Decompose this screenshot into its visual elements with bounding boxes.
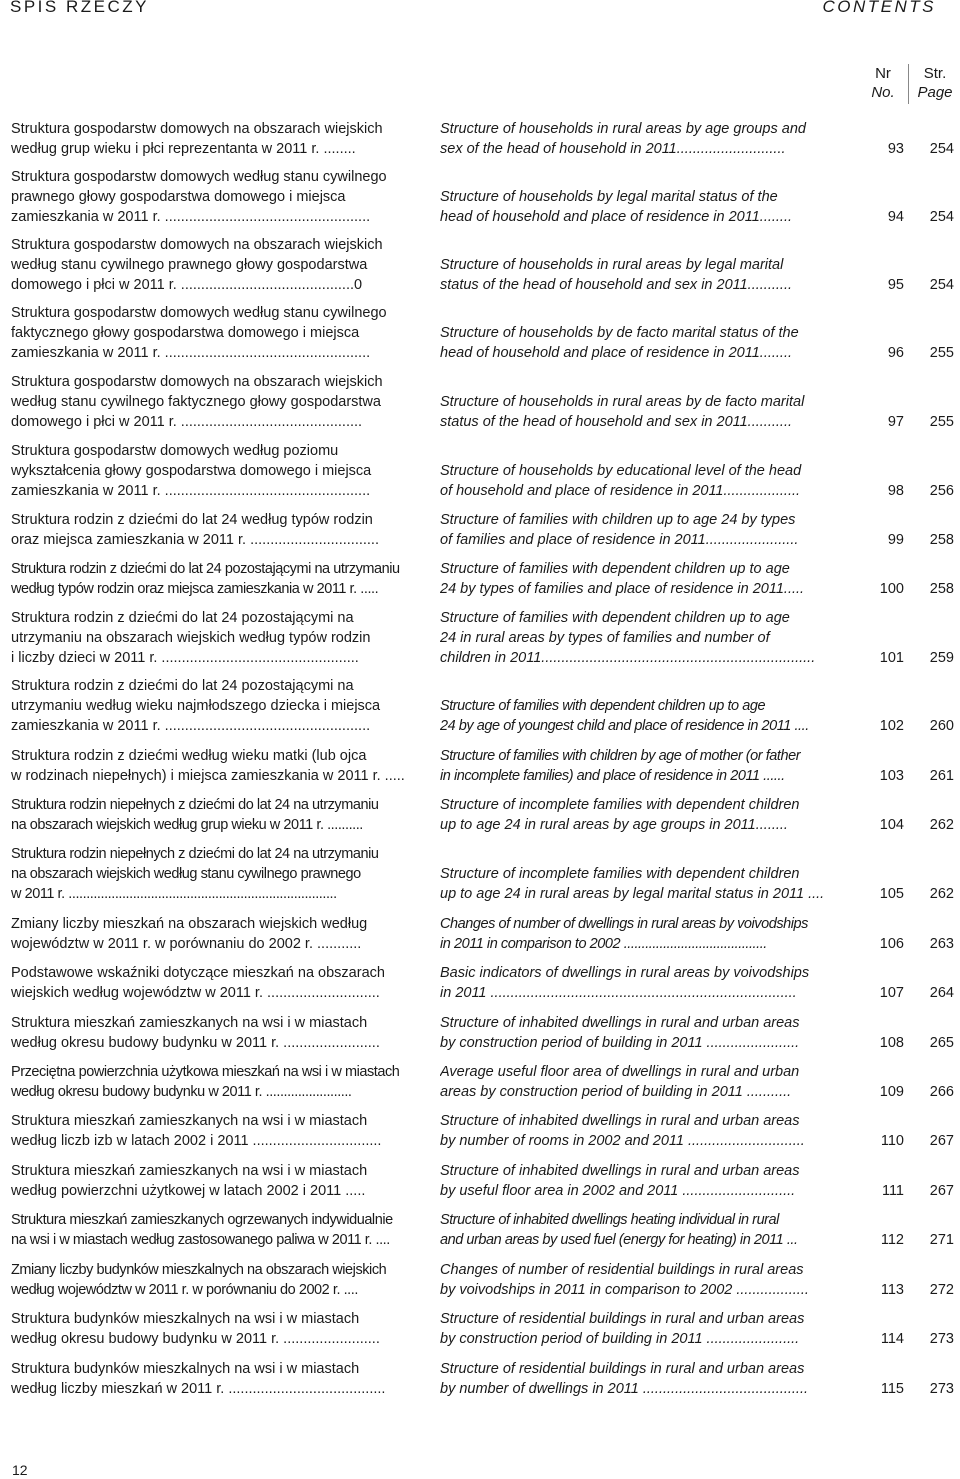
entry-title-pl-line: Struktura rodzin z dziećmi według wieku matki (lub ojca [11, 748, 367, 765]
entry-title-pl-line: zamieszkania w 2011 r. ................................................... [11, 482, 371, 499]
entry-title-en-line: Structure of households in rural areas by age groups and [440, 121, 806, 138]
entry-title-en-line: status of the head of household and sex in 2011........... [440, 413, 793, 430]
entry-page-number: 266 [929, 1084, 954, 1100]
entry-title-pl [11, 168, 416, 227]
entry-title-pl-line: zamieszkania w 2011 r. ................................................... [11, 344, 371, 361]
entry-table-number: 112 [880, 1232, 904, 1248]
entry-title-en-line: and urban areas by used fuel (energy for heating) in 2011 ... [440, 1231, 798, 1248]
entry-title-pl [11, 120, 416, 160]
entry-table-number: 104 [879, 817, 904, 833]
entry-table-number: 100 [879, 581, 904, 597]
entry-title-en-line: areas by construction period of building in 2011 ........... [440, 1083, 792, 1100]
entry-title-pl-line: Struktura gospodarstw domowych według poziomu [11, 443, 339, 460]
entry-title-en [440, 1310, 840, 1350]
entry-table-number: 113 [880, 1282, 904, 1298]
entry-title-en-line: Structure of households in rural areas by legal marital [440, 257, 784, 274]
entry-title-pl-line: Zmiany liczby budynków mieszkalnych na obszarach wiejskich [11, 1262, 387, 1279]
entry-title-en-line: Changes of number of dwellings in rural areas by voivodships [440, 916, 808, 933]
entry-title-en [440, 462, 840, 502]
entry-title-pl [11, 511, 416, 551]
entry-title-pl [11, 915, 416, 955]
entry-title-pl-line: według okresu budowy budynku w 2011 r. ........................ [11, 1034, 380, 1051]
entry-title-pl-line: według stanu cywilnego faktycznego głowy gospodarstwa [11, 394, 381, 411]
entry-table-number: 98 [887, 483, 904, 499]
entry-page-number: 265 [929, 1035, 954, 1051]
entry-title-en [440, 120, 840, 160]
entry-table-number: 97 [887, 414, 904, 430]
entry-page-number: 254 [929, 209, 954, 225]
entry-page-number: 255 [929, 345, 954, 361]
entry-table-number: 109 [879, 1084, 904, 1100]
entry-table-number: 101 [879, 650, 904, 666]
entry-title-en-line: Structure of households by de facto marital status of the [440, 325, 799, 342]
entry-title-pl-line: zamieszkania w 2011 r. ................................................... [11, 208, 371, 225]
entry-page-number: 254 [929, 141, 954, 157]
entry-title-pl-line: według liczb izb w latach 2002 i 2011 ................................ [11, 1132, 382, 1149]
column-header-nr-pl: Nr [875, 65, 891, 82]
entry-title-en [440, 560, 840, 600]
entry-title-en [440, 1112, 840, 1152]
entry-title-pl-line: Zmiany liczby mieszkań na obszarach wiejskich według [11, 916, 368, 933]
entry-title-en-line: Structure of residential buildings in rural and urban areas [440, 1311, 805, 1328]
entry-page-number: 262 [929, 817, 954, 833]
entry-table-number: 96 [887, 345, 904, 361]
entry-title-en-line: Average useful floor area of dwellings in rural and urban [440, 1064, 800, 1081]
entry-title-pl [11, 845, 416, 904]
entry-title-en-line: Structure of families with dependent children up to age [440, 698, 766, 715]
entry-title-pl-line: utrzymaniu według wieku najmłodszego dziecka i miejsca [11, 698, 381, 715]
entry-page-number: 267 [929, 1183, 954, 1199]
entry-title-en [440, 1014, 840, 1054]
entry-title-pl [11, 1360, 416, 1400]
entry-title-pl-line: na obszarach wiejskich według grup wieku w 2011 r. .......... [11, 816, 363, 833]
entry-table-number: 105 [879, 886, 904, 902]
entry-table-number: 102 [879, 718, 904, 734]
entry-title-pl-line: Struktura gospodarstw domowych według stanu cywilnego [11, 305, 387, 322]
entry-title-en-line: up to age 24 in rural areas by age groups in 2011........ [440, 816, 788, 833]
entry-table-number: 114 [880, 1331, 904, 1347]
entry-title-pl-line: Struktura rodzin z dziećmi do lat 24 według typów rodzin [11, 512, 373, 529]
entry-title-en-line: Structure of families with dependent children up to age [440, 561, 790, 578]
entry-title-en [440, 796, 840, 836]
entry-title-pl-line: faktycznego głowy gospodarstwa domowego i miejsca [11, 325, 360, 342]
entry-title-pl-line: i liczby dzieci w 2011 r. ................................................. [11, 649, 359, 666]
entry-title-pl-line: według województw w 2011 r. w porównaniu do 2002 r. .... [11, 1281, 358, 1298]
entry-title-en-line: 24 by types of families and place of residence in 2011..... [440, 580, 805, 597]
entry-title-en [440, 324, 840, 364]
entry-title-pl [11, 1162, 416, 1202]
entry-title-en-line: Structure of families with children up to age 24 by types [440, 512, 796, 529]
entry-title-pl-line: Struktura rodzin z dziećmi do lat 24 pozostającymi na [11, 678, 354, 695]
entry-title-en-line: Structure of families with children by age of mother (or father [440, 748, 801, 765]
entry-title-pl-line: w rodzinach niepełnych) i miejsca zamieszkania w 2011 r. ..... [11, 767, 405, 784]
entry-title-pl-line: Struktura gospodarstw domowych według stanu cywilnego [11, 169, 387, 186]
entry-title-pl-line: oraz miejsca zamieszkania w 2011 r. ................................ [11, 531, 379, 548]
entry-table-number: 106 [879, 936, 904, 952]
entry-title-en-line: 24 by age of youngest child and place of residence in 2011 .... [440, 717, 809, 734]
entry-table-number: 103 [879, 768, 904, 784]
entry-title-en-line: by number of rooms in 2002 and 2011 ............................. [440, 1132, 805, 1149]
entry-table-number: 93 [887, 141, 904, 157]
entry-title-pl-line: według typów rodzin oraz miejsca zamieszkania w 2011 r. ..... [11, 580, 379, 597]
entry-title-en-line: Structure of inhabited dwellings in rural and urban areas [440, 1113, 800, 1130]
entry-page-number: 271 [929, 1232, 954, 1248]
entry-title-en-line: Structure of families with dependent children up to age [440, 610, 790, 627]
entry-title-en-line: by number of dwellings in 2011 ......................................... [440, 1380, 809, 1397]
entry-title-pl-line: na obszarach wiejskich według stanu cywilnego prawnego [11, 866, 361, 883]
entry-title-en-line: Structure of residential buildings in rural and urban areas [440, 1361, 805, 1378]
entry-title-en-line: Changes of number of residential buildings in rural areas [440, 1262, 804, 1279]
entry-title-pl [11, 1310, 416, 1350]
entry-title-pl-line: domowego i płci w 2011 r. ...........................................0 [11, 276, 363, 293]
entry-title-en-line: by construction period of building in 2011 ....................... [440, 1330, 800, 1347]
entry-title-pl-line: Struktura budynków mieszkalnych na wsi i w miastach [11, 1311, 360, 1328]
entry-title-en-line: by voivodships in 2011 in comparison to 2002 .................. [440, 1281, 809, 1298]
entry-title-pl-line: według grup wieku i płci reprezentanta w 2011 r. ........ [11, 140, 356, 157]
entry-page-number: 273 [929, 1331, 954, 1347]
entry-title-en [440, 1261, 840, 1301]
entry-title-en [440, 697, 840, 737]
entry-title-en [440, 256, 840, 296]
entry-title-en-line: children in 2011.................................................................... [440, 649, 816, 666]
entry-title-en-line: head of household and place of residence in 2011........ [440, 208, 793, 225]
entry-title-pl [11, 677, 416, 736]
entry-title-pl [11, 609, 416, 668]
entry-title-en-line: by construction period of building in 2011 ....................... [440, 1034, 800, 1051]
entry-title-pl-line: Struktura rodzin z dziećmi do lat 24 pozostającymi na [11, 610, 354, 627]
entry-title-pl-line: Struktura mieszkań zamieszkanych na wsi i w miastach [11, 1163, 368, 1180]
entry-title-en [440, 511, 840, 551]
entry-title-pl-line: Struktura gospodarstw domowych na obszarach wiejskich [11, 374, 383, 391]
entry-title-pl [11, 304, 416, 363]
entry-title-pl [11, 1014, 416, 1054]
entry-title-en-line: Structure of incomplete families with dependent children [440, 866, 800, 883]
entry-title-pl-line: według liczby mieszkań w 2011 r. ....................................... [11, 1380, 386, 1397]
entry-table-number: 95 [887, 277, 904, 293]
entry-title-pl-line: Struktura gospodarstw domowych na obszarach wiejskich [11, 237, 383, 254]
entry-title-pl [11, 1261, 416, 1301]
entry-title-pl [11, 747, 416, 787]
entry-table-number: 108 [879, 1035, 904, 1051]
header-title-en: CONTENTS [822, 0, 936, 16]
entry-title-pl-line: województw w 2011 r. w porównaniu do 2002 r. ........... [11, 935, 362, 952]
entry-title-en [440, 188, 840, 228]
entry-title-pl-line: zamieszkania w 2011 r. ................................................... [11, 717, 371, 734]
entry-page-number: 258 [929, 581, 954, 597]
entry-title-en [440, 747, 840, 787]
entry-title-pl-line: Struktura gospodarstw domowych na obszarach wiejskich [11, 121, 383, 138]
entry-table-number: 110 [880, 1133, 904, 1149]
entry-page-number: 261 [929, 768, 954, 784]
entry-title-en [440, 1063, 840, 1103]
entry-title-pl-line: w 2011 r. ........................................................................... [11, 885, 337, 902]
entry-title-en-line: Structure of incomplete families with dependent children [440, 797, 800, 814]
entry-page-number: 263 [929, 936, 954, 952]
entry-page-number: 258 [929, 532, 954, 548]
entry-page-number: 255 [929, 414, 954, 430]
entry-title-pl-line: Struktura budynków mieszkalnych na wsi i w miastach [11, 1361, 360, 1378]
entry-title-pl [11, 1063, 416, 1103]
entry-title-pl-line: Podstawowe wskaźniki dotyczące mieszkań na obszarach [11, 965, 385, 982]
entry-title-pl-line: według okresu budowy budynku w 2011 r. ........................ [11, 1083, 352, 1100]
entry-title-en-line: of families and place of residence in 2011....................... [440, 531, 799, 548]
entry-title-en-line: Structure of households in rural areas by de facto marital [440, 394, 805, 411]
entry-title-pl-line: według stanu cywilnego prawnego głowy gospodarstwa [11, 257, 368, 274]
entry-page-number: 259 [929, 650, 954, 666]
entry-title-pl-line: według okresu budowy budynku w 2011 r. ........................ [11, 1330, 380, 1347]
entry-title-pl [11, 1211, 416, 1251]
entry-page-number: 262 [929, 886, 954, 902]
header-title-pl: SPIS RZECZY [10, 0, 149, 16]
entry-title-en-line: by useful floor area in 2002 and 2011 ............................ [440, 1182, 796, 1199]
entry-title-pl-line: domowego i płci w 2011 r. ............................................. [11, 413, 363, 430]
entry-title-en-line: sex of the head of household in 2011........................... [440, 140, 786, 157]
entry-title-en-line: head of household and place of residence in 2011........ [440, 344, 793, 361]
entry-table-number: 94 [887, 209, 904, 225]
entry-page-number: 267 [929, 1133, 954, 1149]
entry-title-pl-line: Struktura rodzin z dziećmi do lat 24 pozostającymi na utrzymaniu [11, 561, 400, 578]
entry-table-number: 107 [879, 985, 904, 1001]
entry-title-en [440, 1211, 840, 1251]
entry-title-en-line: Structure of inhabited dwellings heating individual in rural [440, 1212, 779, 1229]
entry-table-number: 111 [881, 1183, 904, 1199]
entry-title-en-line: 24 in rural areas by types of families and number of [440, 630, 770, 647]
column-header-str-pl: Str. [923, 65, 947, 82]
entry-title-en-line: up to age 24 in rural areas by legal marital status in 2011 .... [440, 885, 825, 902]
entry-title-pl [11, 964, 416, 1004]
entry-title-en-line: of household and place of residence in 2011................... [440, 482, 801, 499]
entry-title-pl-line: Struktura mieszkań zamieszkanych ogrzewanych indywidualnie [11, 1212, 393, 1229]
entry-title-en-line: in 2011 in comparison to 2002 ........................................ [440, 935, 767, 952]
entry-title-pl [11, 796, 416, 836]
entry-title-en-line: status of the head of household and sex in 2011........... [440, 276, 793, 293]
entry-page-number: 272 [929, 1282, 954, 1298]
entry-title-pl [11, 236, 416, 295]
entry-title-en-line: Structure of households by legal marital status of the [440, 189, 778, 206]
entry-title-pl-line: Przeciętna powierzchnia użytkowa mieszkań na wsi i w miastach [11, 1064, 400, 1081]
entry-title-en [440, 1360, 840, 1400]
entry-page-number: 273 [929, 1381, 954, 1397]
entry-page-number: 264 [929, 985, 954, 1001]
entry-title-pl-line: Struktura mieszkań zamieszkanych na wsi i w miastach [11, 1015, 368, 1032]
entry-title-en [440, 865, 840, 905]
entry-title-en-line: in 2011 ............................................................................ [440, 984, 797, 1001]
entry-page-number: 260 [929, 718, 954, 734]
column-header-nr-en: No. [871, 84, 895, 101]
entry-title-en-line: in incomplete families) and place of residence in 2011 ...... [440, 767, 785, 784]
entry-title-en [440, 1162, 840, 1202]
entry-title-pl-line: utrzymaniu na obszarach wiejskich według typów rodzin [11, 630, 371, 647]
entry-title-en-line: Basic indicators of dwellings in rural areas by voivodships [440, 965, 810, 982]
entry-page-number: 254 [929, 277, 954, 293]
entry-title-pl-line: Struktura mieszkań zamieszkanych na wsi i w miastach [11, 1113, 368, 1130]
entry-title-en-line: Structure of inhabited dwellings in rural and urban areas [440, 1163, 800, 1180]
column-header-str-en: Page [917, 84, 953, 101]
entry-title-en-line: Structure of inhabited dwellings in rural and urban areas [440, 1015, 800, 1032]
entry-title-en-line: Structure of households by educational level of the head [440, 463, 802, 480]
entry-title-pl-line: na wsi i w miastach według zastosowanego paliwa w 2011 r. .... [11, 1231, 390, 1248]
entry-title-pl [11, 1112, 416, 1152]
entry-title-pl-line: wykształcenia głowy gospodarstwa domowego i miejsca [11, 463, 372, 480]
entry-title-en [440, 609, 840, 668]
entry-table-number: 115 [880, 1381, 904, 1397]
entry-title-pl [11, 373, 416, 432]
entry-title-en [440, 393, 840, 433]
entry-page-number: 256 [929, 483, 954, 499]
entry-title-pl-line: według powierzchni użytkowej w latach 2002 i 2011 ..... [11, 1182, 366, 1199]
entry-title-pl [11, 442, 416, 501]
entry-title-pl-line: prawnego głowy gospodarstwa domowego i miejsca [11, 189, 346, 206]
entry-title-en [440, 964, 840, 1004]
entry-table-number: 99 [887, 532, 904, 548]
entry-title-pl [11, 560, 416, 600]
entry-title-pl-line: Struktura rodzin niepełnych z dziećmi do lat 24 na utrzymaniu [11, 846, 379, 863]
entry-title-pl-line: Struktura rodzin niepełnych z dziećmi do lat 24 na utrzymaniu [11, 797, 379, 814]
entry-title-pl-line: wiejskich według województw w 2011 r. ............................ [11, 984, 380, 1001]
page-number: 12 [12, 1462, 28, 1478]
entry-title-en [440, 915, 840, 955]
